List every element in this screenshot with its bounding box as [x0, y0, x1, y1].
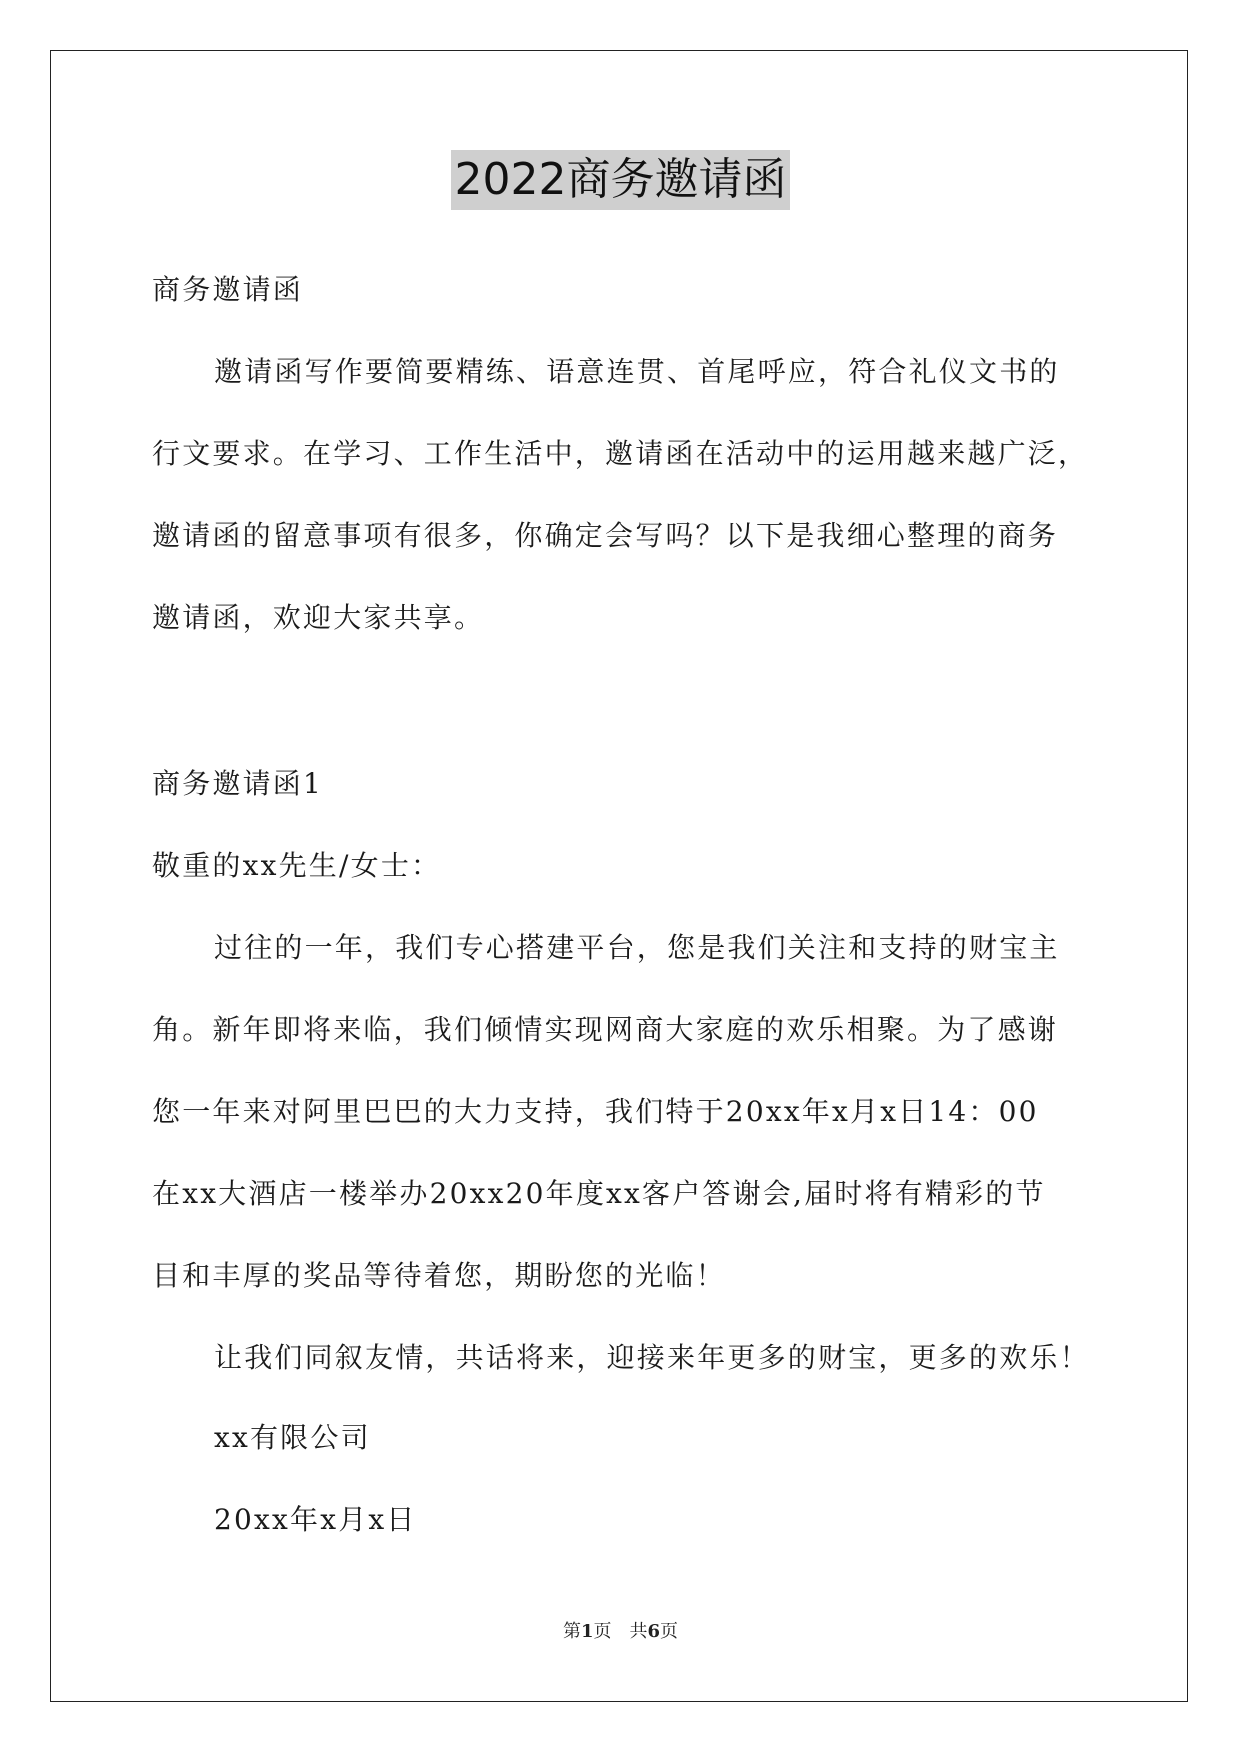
document-title: 2022商务邀请函: [451, 150, 791, 210]
footer-suffix: 页: [660, 1621, 679, 1642]
signature-date: 20xx年x月x日: [214, 1503, 417, 1536]
body-line-4: 在xx大酒店一楼举办20xx20年度xx客户答谢会,届时将有精彩的节: [152, 1177, 1046, 1210]
closing-line: 让我们同叙友情，共话将来，迎接来年更多的财宝，更多的欢乐！: [214, 1341, 1090, 1374]
section-heading: 商务邀请函1: [152, 767, 324, 800]
page-footer: [0, 1620, 1241, 1644]
intro-heading: 商务邀请函: [152, 273, 304, 306]
intro-line-2: 行文要求。在学习、工作生活中，邀请函在活动中的运用越来越广泛，: [152, 437, 1089, 470]
footer-page-current: 1: [580, 1621, 594, 1642]
intro-line-3: 邀请函的留意事项有很多，你确定会写吗？以下是我细心整理的商务: [152, 519, 1059, 552]
footer-page-total: 6: [647, 1621, 661, 1642]
footer-mid: 页 共: [593, 1621, 648, 1642]
intro-line-1: 邀请函写作要简要精练、语意连贯、首尾呼应，符合礼仪文书的: [214, 355, 1060, 388]
body-line-1: 过往的一年，我们专心搭建平台，您是我们关注和支持的财宝主: [214, 931, 1060, 964]
salutation: 敬重的xx先生/女士：: [152, 849, 442, 882]
body-line-5: 目和丰厚的奖品等待着您，期盼您的光临！: [152, 1259, 726, 1292]
signature-company: xx有限公司: [214, 1421, 371, 1454]
footer-prefix: 第: [562, 1621, 581, 1642]
intro-line-4: 邀请函，欢迎大家共享。: [152, 601, 485, 634]
body-line-2: 角。新年即将来临，我们倾情实现网商大家庭的欢乐相聚。为了感谢: [152, 1013, 1059, 1046]
body-line-3: 您一年来对阿里巴巴的大力支持，我们特于20xx年x月x日14：00: [152, 1095, 1039, 1128]
title-container: [0, 150, 1241, 210]
